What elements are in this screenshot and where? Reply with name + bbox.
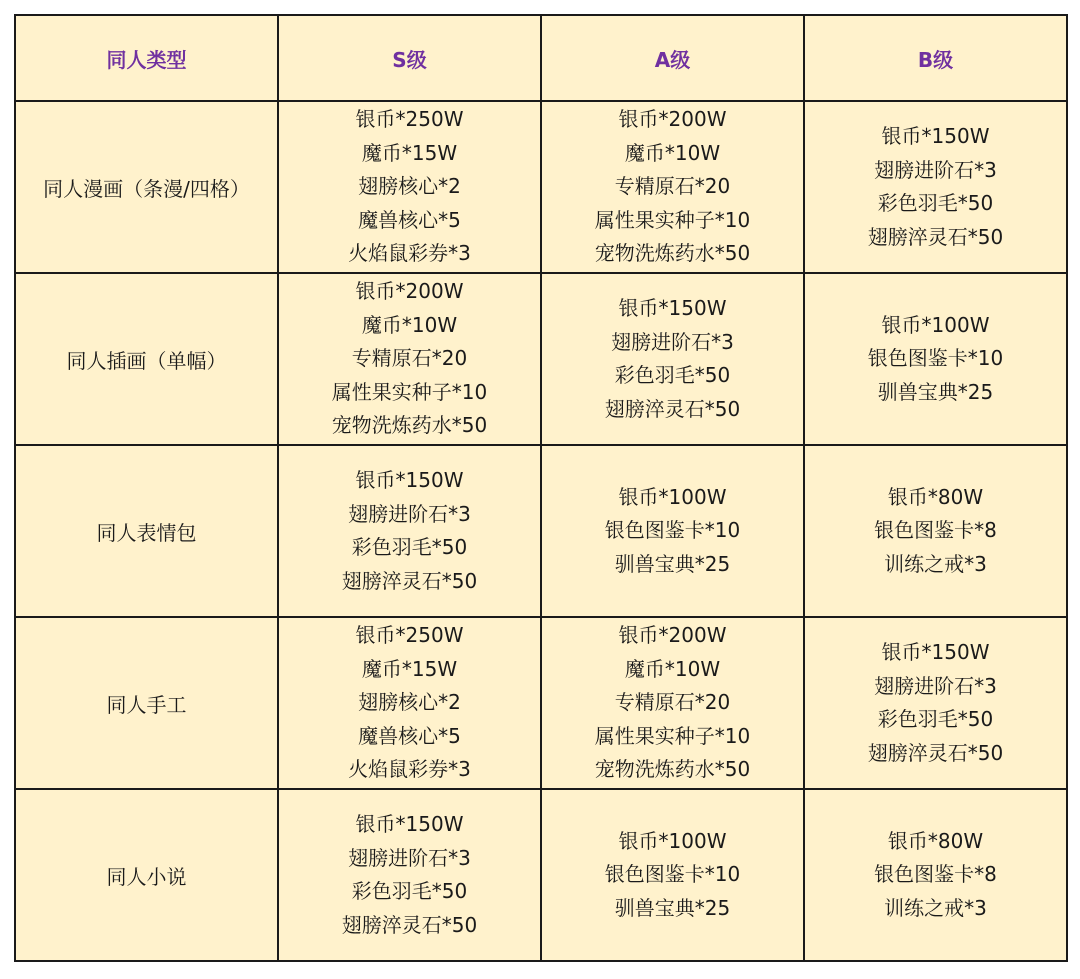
reward-item: 魔币*15W xyxy=(361,140,458,165)
reward-item: 专精原石*20 xyxy=(351,346,468,371)
reward-item: 银币*150W xyxy=(881,640,990,664)
reward-item: 宠物洗炼药水*50 xyxy=(594,241,751,266)
reward-item: 魔兽核心*5 xyxy=(358,723,461,748)
reward-item: 专精原石*20 xyxy=(614,690,731,715)
reward-item: 银币*150W xyxy=(355,812,464,836)
tier-b-cell xyxy=(804,273,1067,445)
reward-item: 宠物洗炼药水*50 xyxy=(594,757,751,782)
reward-item: 魔币*10W xyxy=(624,656,721,681)
table-body xyxy=(15,101,1067,961)
header-tier-b: B级 xyxy=(804,15,1067,101)
type-cell: 同人表情包 xyxy=(15,445,278,617)
table-row xyxy=(15,273,1067,445)
reward-item: 驯兽宝典*25 xyxy=(877,379,994,404)
reward-item: 翅膀进阶石*3 xyxy=(874,673,997,698)
tier-s-cell xyxy=(278,101,541,273)
reward-item: 属性果实种子*10 xyxy=(331,379,488,404)
reward-item: 彩色羽毛*50 xyxy=(614,363,731,387)
tier-a-cell xyxy=(541,789,804,961)
reward-item: 银币*200W xyxy=(355,279,464,304)
reward-item: 银色图鉴卡*10 xyxy=(867,346,1004,371)
reward-item: 翅膀进阶石*3 xyxy=(348,501,471,526)
tier-a-cell xyxy=(541,101,804,273)
tier-a-cell xyxy=(541,617,804,789)
reward-item: 银币*250W xyxy=(355,107,464,132)
reward-item: 银色图鉴卡*10 xyxy=(604,862,741,887)
reward-item: 彩色羽毛*50 xyxy=(877,191,994,215)
reward-item: 魔兽核心*5 xyxy=(358,207,461,232)
reward-item: 翅膀淬灵石*50 xyxy=(867,740,1004,765)
reward-item: 银币*80W xyxy=(887,828,984,853)
reward-item: 银币*250W xyxy=(355,623,464,648)
reward-item: 训练之戒*3 xyxy=(884,551,987,576)
tier-s-cell xyxy=(278,617,541,789)
header-type: 同人类型 xyxy=(15,15,278,101)
type-cell: 同人小说 xyxy=(15,789,278,961)
reward-item: 火焰鼠彩券*3 xyxy=(348,241,471,266)
reward-item: 彩色羽毛*50 xyxy=(351,879,468,903)
reward-item: 翅膀淬灵石*50 xyxy=(867,224,1004,249)
header-row xyxy=(15,15,1067,101)
header-tier-s: S级 xyxy=(278,15,541,101)
tier-b-cell xyxy=(804,445,1067,617)
reward-item: 宠物洗炼药水*50 xyxy=(331,413,488,438)
reward-item: 彩色羽毛*50 xyxy=(351,535,468,559)
reward-item: 银币*200W xyxy=(618,107,727,132)
reward-item: 彩色羽毛*50 xyxy=(877,707,994,731)
reward-item: 银币*200W xyxy=(618,623,727,648)
reward-item: 翅膀淬灵石*50 xyxy=(341,568,478,593)
type-cell: 同人手工 xyxy=(15,617,278,789)
tier-s-cell xyxy=(278,273,541,445)
reward-item: 银币*100W xyxy=(881,312,990,337)
header-tier-a: A级 xyxy=(541,15,804,101)
reward-item: 属性果实种子*10 xyxy=(594,723,751,748)
type-cell: 同人漫画（条漫/四格） xyxy=(15,101,278,273)
reward-item: 驯兽宝典*25 xyxy=(614,551,731,576)
reward-item: 翅膀核心*2 xyxy=(358,690,461,715)
table-row xyxy=(15,789,1067,961)
reward-item: 专精原石*20 xyxy=(614,174,731,199)
reward-item: 火焰鼠彩券*3 xyxy=(348,757,471,782)
tier-s-cell xyxy=(278,445,541,617)
tier-b-cell xyxy=(804,101,1067,273)
reward-item: 属性果实种子*10 xyxy=(594,207,751,232)
table-row xyxy=(15,445,1067,617)
reward-item: 翅膀进阶石*3 xyxy=(874,157,997,182)
reward-item: 翅膀进阶石*3 xyxy=(348,845,471,870)
reward-item: 银色图鉴卡*8 xyxy=(874,862,997,887)
type-cell: 同人插画（单幅） xyxy=(15,273,278,445)
reward-item: 翅膀淬灵石*50 xyxy=(341,912,478,937)
tier-b-cell xyxy=(804,617,1067,789)
reward-item: 翅膀核心*2 xyxy=(358,174,461,199)
reward-item: 驯兽宝典*25 xyxy=(614,895,731,920)
table-header xyxy=(15,15,1067,101)
tier-a-cell xyxy=(541,445,804,617)
table-row xyxy=(15,101,1067,273)
tier-s-cell xyxy=(278,789,541,961)
reward-item: 银色图鉴卡*8 xyxy=(874,518,997,543)
reward-item: 魔币*10W xyxy=(624,140,721,165)
tier-a-cell xyxy=(541,273,804,445)
reward-item: 银币*80W xyxy=(887,484,984,509)
reward-item: 银币*150W xyxy=(355,468,464,492)
table-row xyxy=(15,617,1067,789)
reward-item: 银色图鉴卡*10 xyxy=(604,518,741,543)
reward-item: 魔币*10W xyxy=(361,312,458,337)
reward-item: 训练之戒*3 xyxy=(884,895,987,920)
reward-item: 翅膀进阶石*3 xyxy=(611,329,734,354)
reward-item: 银币*100W xyxy=(618,484,727,509)
reward-item: 银币*150W xyxy=(881,124,990,148)
tier-b-cell xyxy=(804,789,1067,961)
reward-item: 银币*100W xyxy=(618,828,727,853)
rewards-table xyxy=(14,14,1068,962)
reward-item: 银币*150W xyxy=(618,296,727,320)
reward-item: 翅膀淬灵石*50 xyxy=(604,396,741,421)
reward-item: 魔币*15W xyxy=(361,656,458,681)
